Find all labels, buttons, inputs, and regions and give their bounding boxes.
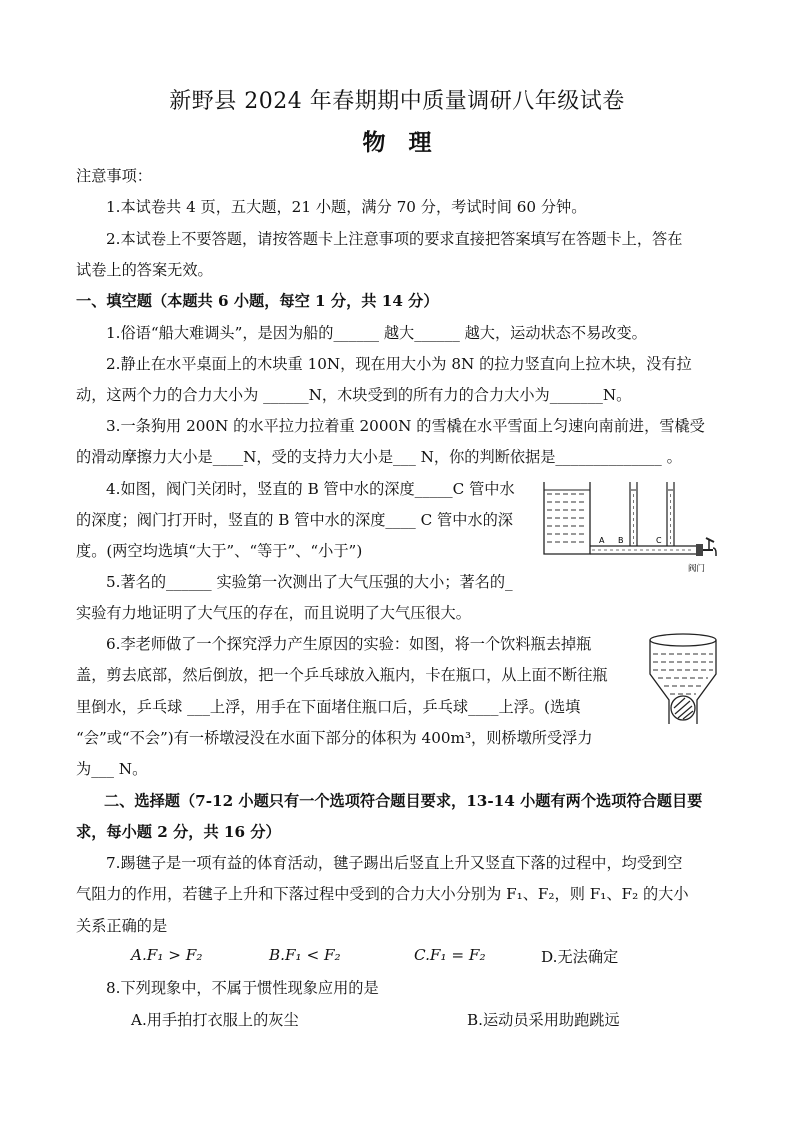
section-2-heading: 二、选择题（7-12 小题只有一个选项符合题目要求，13-14 小题有两个选项符合题目要 xyxy=(104,792,703,810)
question-6-cont: 盖，剪去底部，然后倒放，把一个乒乓球放入瓶内，卡在瓶口，从上面不断往瓶 xyxy=(76,666,608,684)
question-4: 4.如图，阀门关闭时，竖直的 B 管中水的深度_____C 管中水 xyxy=(106,480,515,498)
label-b: B xyxy=(618,536,624,545)
option-8b: B.运动员采用助跑跳远 xyxy=(467,1011,620,1029)
notice-item-1: 1.本试卷共 4 页，五大题，21 小题，满分 70 分，考试时间 60 分钟。 xyxy=(106,198,587,216)
question-4-cont-2: 度。(两空均选填“大于”、“等于”、“小于”) xyxy=(76,542,363,560)
label-c: C xyxy=(656,536,662,545)
question-7-cont: 气阻力的作用，若毽子上升和下落过程中受到的合力大小分别为 F₁、F₂，则 F₁、F₂ 的大小 xyxy=(76,885,689,903)
connected-tubes-figure xyxy=(538,476,728,574)
question-5-cont: 实验有力地证明了大气压的存在，而且说明了大气压很大。 xyxy=(76,604,471,622)
section-1-heading: 一、填空题（本题共 6 小题，每空 1 分，共 14 分） xyxy=(76,292,439,310)
subject-title: 物 理 xyxy=(362,129,432,156)
question-6-cont-3: “会”或“不会”)有一桥墩浸没在水面下部分的体积为 400m³，则桥墩所受浮力 xyxy=(76,729,593,747)
option-7c: C.F₁ = F₂ xyxy=(414,946,486,964)
notice-heading: 注意事项： xyxy=(76,167,152,185)
page-title: 新野县 2024 年春期期中质量调研八年级试卷 xyxy=(169,89,625,114)
question-3: 3.一条狗用 200N 的水平拉力拉着重 2000N 的雪橇在水平雪面上匀速向南前进，雪橇受 xyxy=(106,417,705,435)
question-4-cont: 的深度；阀门打开时，竖直的 B 管中水的深度____ C 管中水的深 xyxy=(76,511,513,529)
question-2: 2.静止在水平桌面上的木块重 10N，现在用大小为 8N 的拉力竖直向上拉木块，没有拉 xyxy=(106,355,692,373)
question-6: 6.李老师做了一个探究浮力产生原因的实验：如图，将一个饮料瓶去掉瓶 xyxy=(106,635,592,653)
question-6-cont-4: 为___ N。 xyxy=(76,760,148,778)
label-a: A xyxy=(599,536,605,545)
option-7b: B.F₁ < F₂ xyxy=(269,946,341,964)
option-8a: A.用手拍打衣服上的灰尘 xyxy=(131,1011,299,1029)
question-7: 7.踢毽子是一项有益的体育活动，毽子踢出后竖直上升又竖直下落的过程中，均受到空 xyxy=(106,854,683,872)
inverted-bottle-figure xyxy=(645,628,721,728)
question-6-cont-2: 里倒水，乒乓球 ___上浮，用手在下面堵住瓶口后，乒乓球____上浮。(选填 xyxy=(76,698,581,716)
option-7a: A.F₁ > F₂ xyxy=(131,946,203,964)
question-1: 1.俗语“船大难调头”，是因为船的______ 越大______ 越大，运动状态不易改变。 xyxy=(106,324,647,342)
section-2-heading-cont: 求，每小题 2 分，共 16 分） xyxy=(76,823,281,841)
question-2-cont: 动，这两个力的合力大小为 ______N，木块受到的所有力的合力大小为_______N。 xyxy=(76,386,632,404)
notice-item-2: 2.本试卷上不要答题，请按答题卡上注意事项的要求直接把答案填写在答题卡上，答在 xyxy=(106,230,683,248)
question-7-cont-2: 关系正确的是 xyxy=(76,917,168,935)
valve-label: 阀门 xyxy=(688,564,706,574)
option-7d: D.无法确定 xyxy=(541,948,619,966)
notice-item-2-cont: 试卷上的答案无效。 xyxy=(76,261,213,279)
question-3-cont: 的滑动摩擦力大小是____N，受的支持力大小是___ N，你的判断依据是______________ 。 xyxy=(76,448,682,466)
question-5: 5.著名的______ 实验第一次测出了大气压强的大小；著名的_ xyxy=(106,573,513,591)
question-8: 8.下列现象中，不属于惯性现象应用的是 xyxy=(106,979,379,997)
